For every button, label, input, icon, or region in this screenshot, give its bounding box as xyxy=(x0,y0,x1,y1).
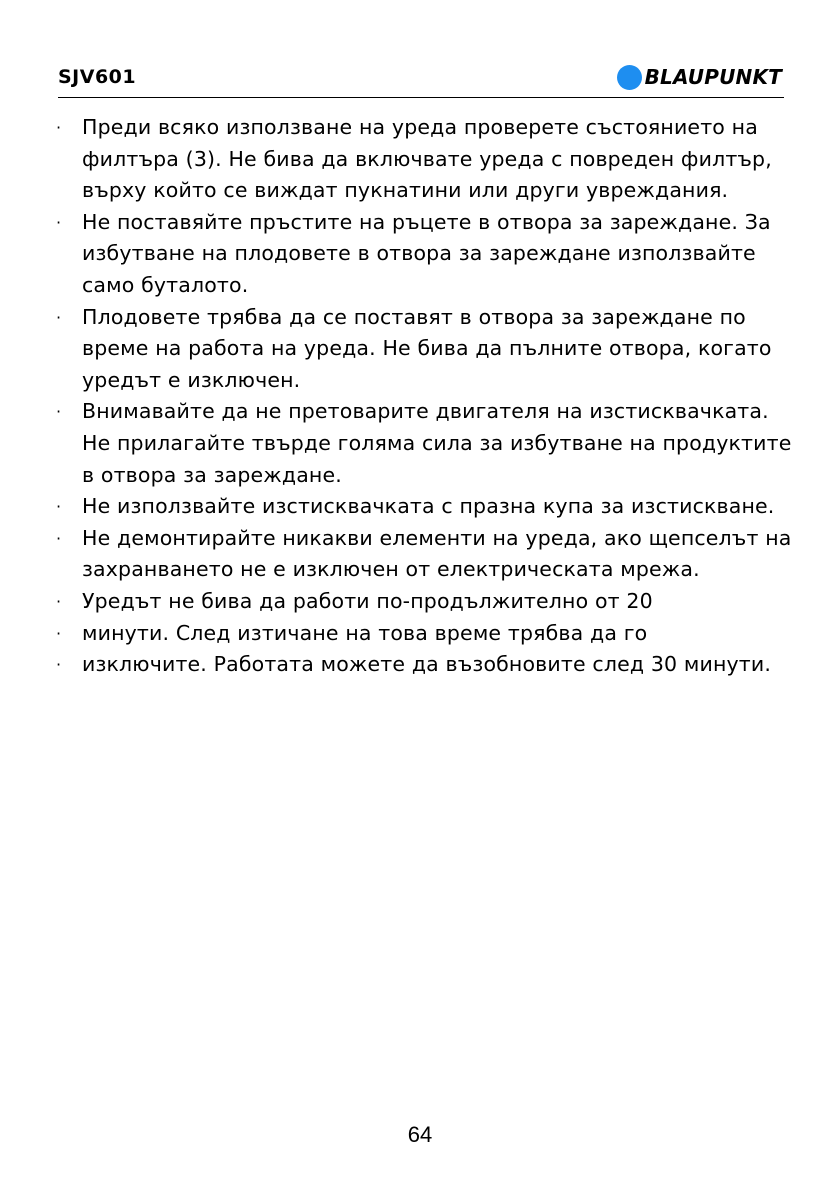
page-header xyxy=(58,64,784,98)
page-number: 64 xyxy=(407,1122,433,1147)
safety-instructions-list xyxy=(0,112,840,681)
bullet: · xyxy=(56,528,62,548)
bullet: · xyxy=(56,591,62,611)
list-item-text: Не използвайте изстисквачката с празна купа за изстискване. xyxy=(82,494,775,519)
bullet: · xyxy=(56,655,62,675)
list-item-text: Плодовете трябва да се поставят в отвора за зареждане по време на работа на уреда. Не бива да пълните отвора, когато уредът е изключен. xyxy=(82,304,772,392)
list-item xyxy=(0,586,840,618)
list-item-text: Преди всяко използване на уреда проверете състоянието на филтъра (3). Не бива да включвате уреда с повреден филтър, върху който се виждат пукнатини или други увреждания. xyxy=(82,115,772,203)
list-item xyxy=(0,396,840,491)
bullet: · xyxy=(56,118,62,137)
list-item xyxy=(0,302,840,397)
list-item-text: Не поставяйте пръстите на ръцете в отвора за зареждане. За избутване на плодовете в отвора за зареждане използвайте само буталото. xyxy=(82,209,771,297)
list-item xyxy=(0,618,840,650)
list-item xyxy=(0,491,840,523)
list-item-text: Внимавайте да не претоварите двигателя на изстисквачката. Не прилагайте твърде голяма сила за избутване на продуктите в отвора за зареждане. xyxy=(82,399,792,487)
brand-name: BLAUPUNKT xyxy=(644,65,782,89)
model-number: SJV601 xyxy=(58,66,137,88)
bullet: · xyxy=(56,307,62,327)
list-item xyxy=(0,649,840,681)
bullet: · xyxy=(56,402,62,422)
brand-logo xyxy=(617,64,782,90)
list-item-text: Уредът не бива да работи по-продължително от 20 xyxy=(82,588,653,613)
bullet: · xyxy=(56,212,62,232)
list-item xyxy=(0,112,840,207)
list-item xyxy=(0,207,840,302)
list-item-text: Не демонтирайте никакви елементи на уреда, ако щепселът на захранването не е изключен от електрическата мрежа. xyxy=(82,525,792,582)
brand-dot-icon xyxy=(617,65,642,90)
bullet: · xyxy=(56,623,62,643)
list-item-text: минути. След изтичане на това време трябва да го xyxy=(82,620,648,645)
bullet: · xyxy=(56,497,62,517)
list-item-text: изключите. Работата можете да възобновите след 30 минути. xyxy=(82,652,772,677)
list-item xyxy=(0,523,840,586)
